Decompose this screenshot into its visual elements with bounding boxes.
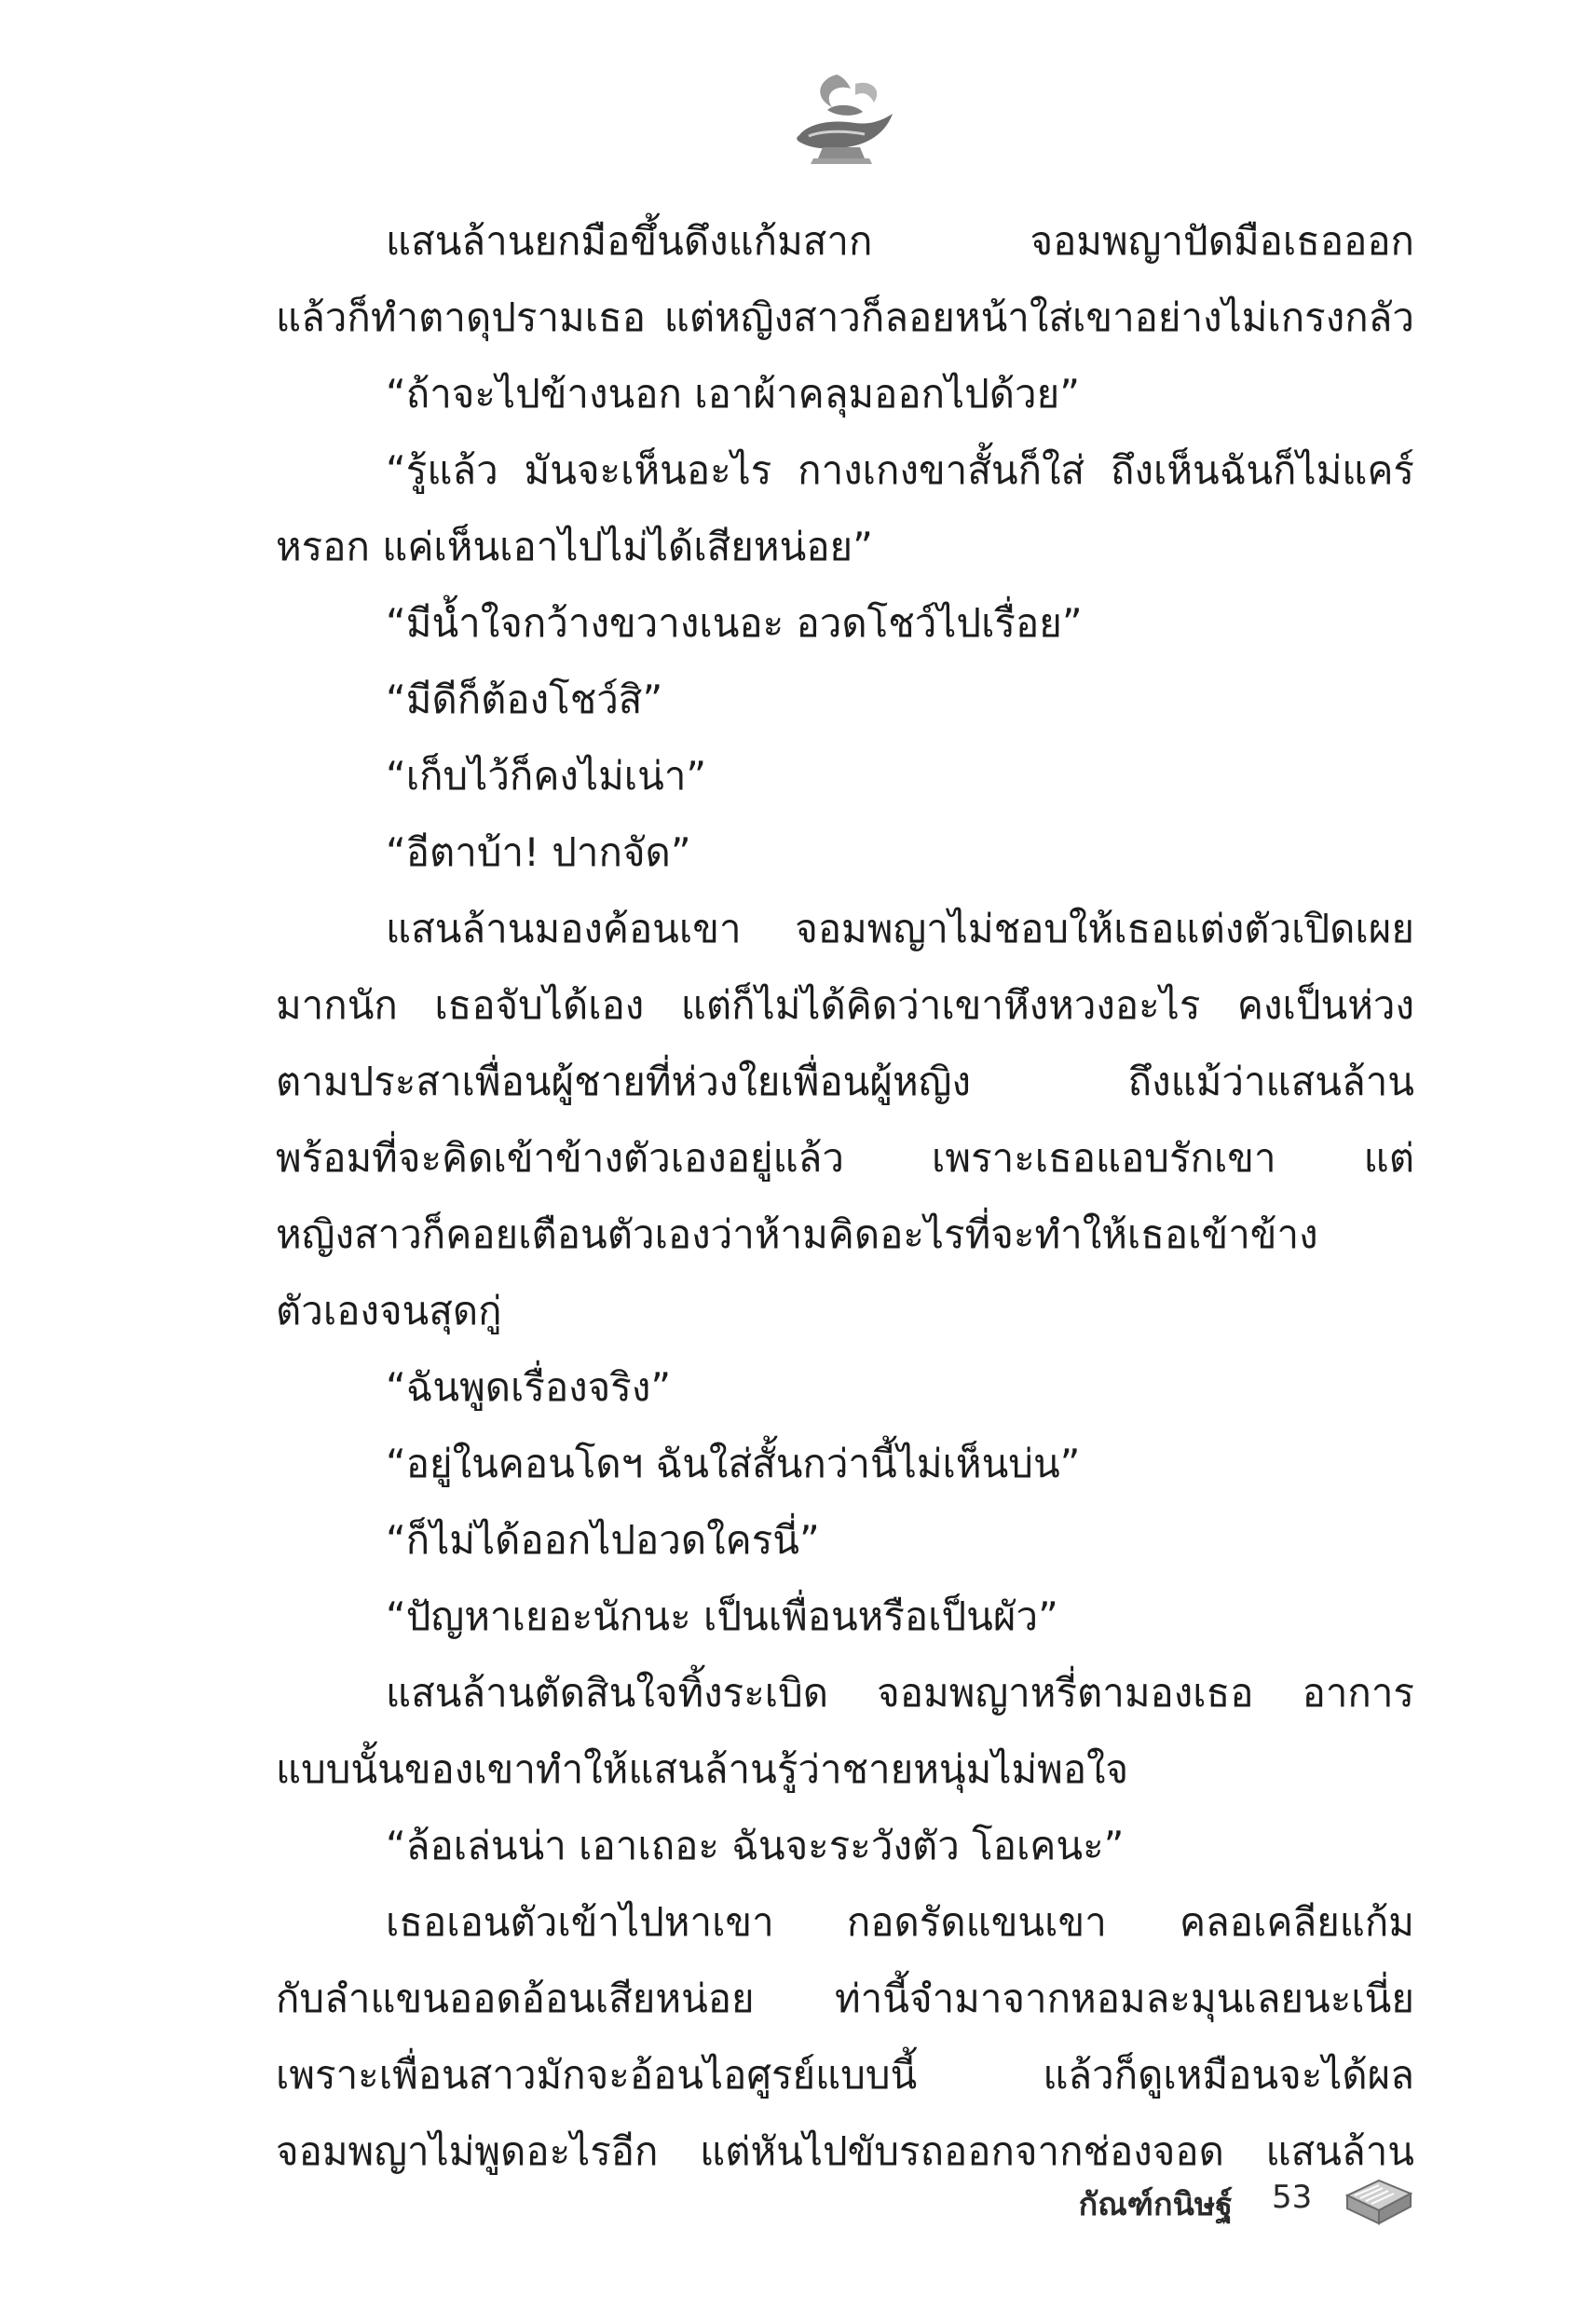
dialogue-line: “อีตาบ้า! ปากจัด”	[386, 829, 691, 875]
paragraph-line: จอมพญาไม่พูดอะไรอีก แต่หันไปขับรถออกจากช่องจอด แสนล้าน	[276, 2128, 1414, 2174]
paragraph-line: พร้อมที่จะคิดเข้าข้างตัวเองอยู่แล้ว เพราะเธอแอบรักเขา แต่	[276, 1135, 1414, 1181]
paragraph-line: แสนล้านมองค้อนเขา จอมพญาไม่ชอบให้เธอแต่งตัวเปิดเผย	[386, 906, 1414, 951]
dialogue-line: “ล้อเล่นน่า เอาเถอะ ฉันจะระวังตัว โอเคนะ”	[386, 1823, 1125, 1868]
paragraph-line: แล้วก็ทำตาดุปรามเธอ แต่หญิงสาวก็ลอยหน้าใส่เขาอย่างไม่เกรงกลัว	[276, 294, 1414, 340]
dialogue-line: “รู้แล้ว มันจะเห็นอะไร กางเกงขาสั้นก็ใส่ ถึงเห็นฉันก็ไม่แคร์	[386, 447, 1414, 493]
paragraph-line: หญิงสาวก็คอยเตือนตัวเองว่าห้ามคิดอะไรที่จะทำให้เธอเข้าข้าง	[276, 1211, 1318, 1257]
paragraph-line: แบบนั้นของเขาทำให้แสนล้านรู้ว่าชายหนุ่มไม่พอใจ	[276, 1746, 1129, 1792]
dialogue-line: “เก็บไว้ก็คงไม่เน่า”	[386, 753, 707, 799]
paragraph-line: ตัวเองจนสุดกู่	[276, 1288, 502, 1333]
page-number: 53	[1272, 2179, 1313, 2216]
paragraph-line: มากนัก เธอจับได้เอง แต่ก็ไม่ได้คิดว่าเขาหึงหวงอะไร คงเป็นห่วง	[276, 982, 1414, 1028]
book-title: กัณฑ์กนิษฐ์	[1078, 2186, 1233, 2223]
dialogue-line: “อยู่ในคอนโดฯ ฉันใส่สั้นกว่านี้ไม่เห็นบ่น”	[386, 1441, 1081, 1486]
body-text	[276, 203, 1414, 2190]
paragraph-line: ตามประสาเพื่อนผู้ชายที่ห่วงใยเพื่อนผู้หญิง ถึงแม้ว่าแสนล้าน	[276, 1059, 1414, 1104]
paragraph-line: แสนล้านตัดสินใจทิ้งระเบิด จอมพญาหรี่ตามองเธอ อาการ	[386, 1670, 1414, 1716]
dialogue-line: “ถ้าจะไปข้างนอก เอาผ้าคลุมออกไปด้วย”	[386, 371, 1081, 417]
dialogue-line: หรอก แค่เห็นเอาไปไม่ได้เสียหน่อย”	[276, 524, 873, 569]
open-book-icon	[1342, 2167, 1416, 2233]
magic-lamp-icon	[781, 65, 902, 182]
paragraph-line: เธอเอนตัวเข้าไปหาเขา กอดรัดแขนเขา คลอเคลียแก้ม	[386, 1899, 1414, 1945]
paragraph-line: เพราะเพื่อนสาวมักจะอ้อนไอศูรย์แบบนี้ แล้วก็ดูเหมือนจะได้ผล	[276, 2052, 1414, 2098]
dialogue-line: “ฉันพูดเรื่องจริง”	[386, 1364, 672, 1410]
dialogue-line: “มีน้ำใจกว้างขวางเนอะ อวดโชว์ไปเรื่อย”	[386, 600, 1083, 646]
paragraph-line: แสนล้านยกมือขึ้นดึงแก้มสาก จอมพญาปัดมือเธอออก	[386, 218, 1414, 264]
dialogue-line: “มีดีก็ต้องโชว์สิ”	[386, 677, 663, 722]
paragraph-line: กับลำแขนออดอ้อนเสียหน่อย ท่านี้จำมาจากหอมละมุนเลยนะเนี่ย	[276, 1976, 1414, 2021]
page-footer	[0, 2162, 1596, 2236]
dialogue-line: “ก็ไม่ได้ออกไปอวดใครนี่”	[386, 1517, 820, 1563]
dialogue-line: “ปัญหาเยอะนักนะ เป็นเพื่อนหรือเป็นผัว”	[386, 1593, 1058, 1639]
